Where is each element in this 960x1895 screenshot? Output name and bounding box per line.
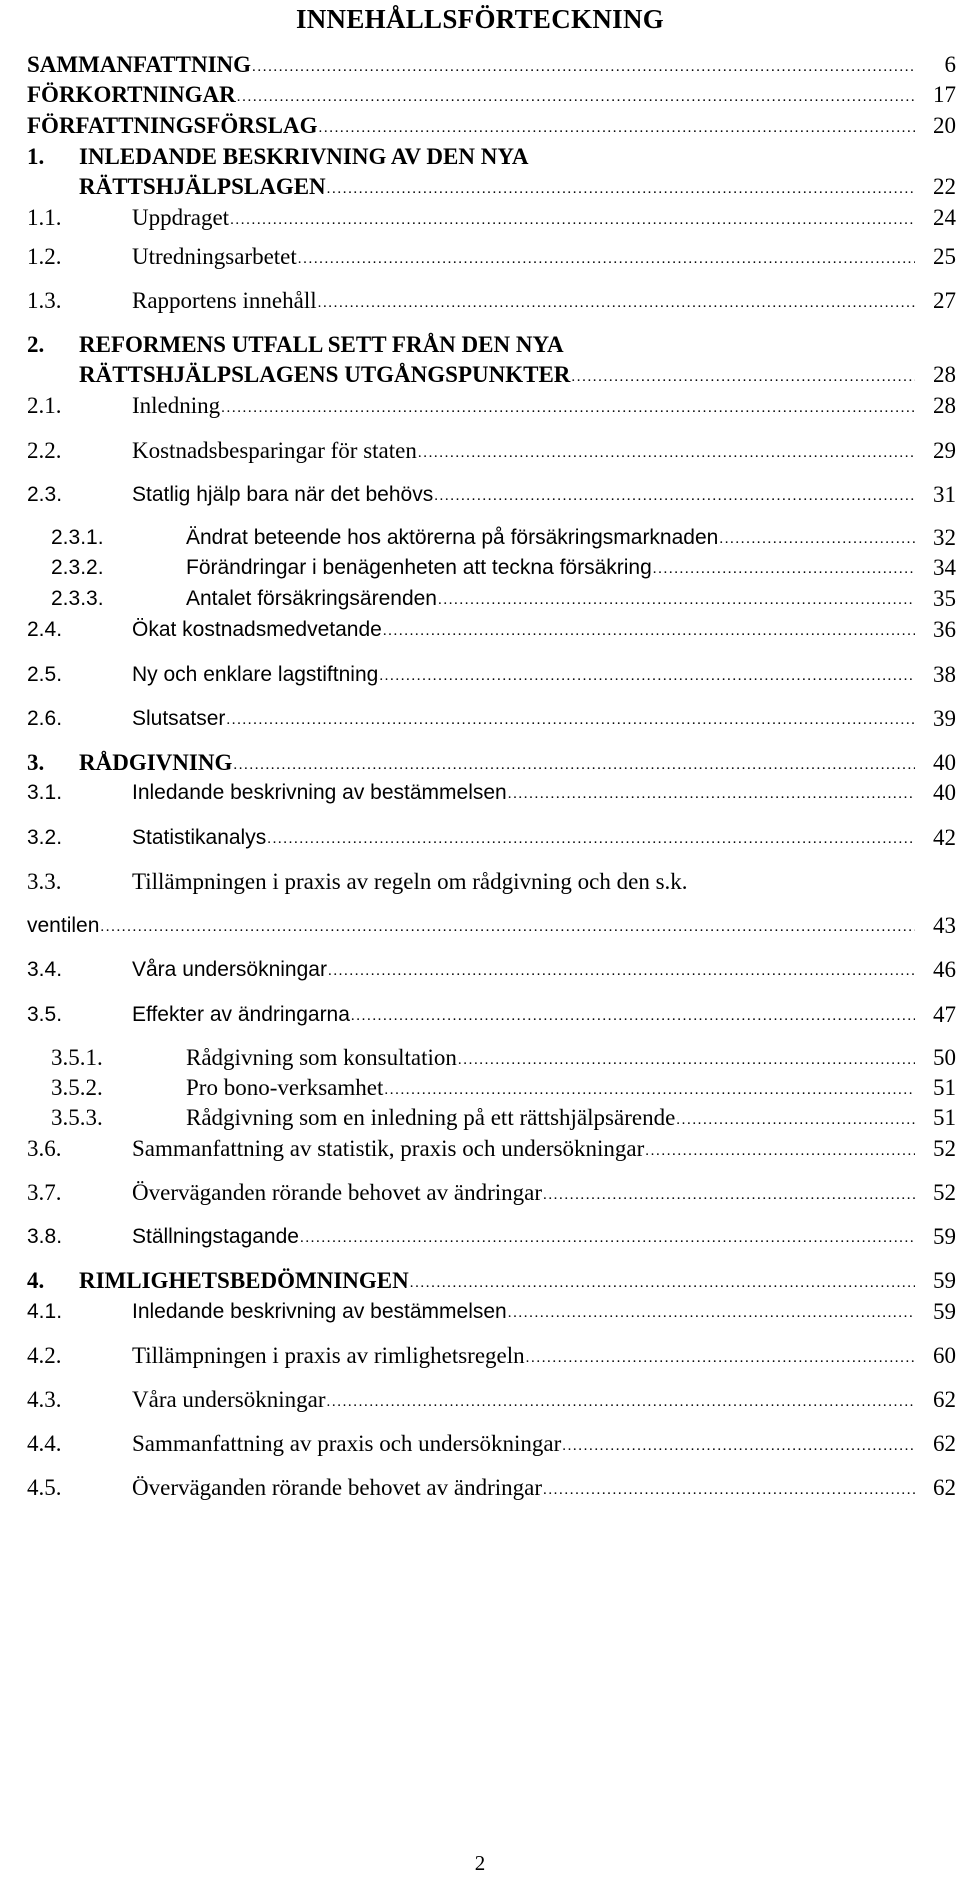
toc-entry-title: Slutsatser	[132, 707, 226, 730]
dot-leader	[379, 659, 915, 693]
toc-entry-number: 2.	[27, 332, 45, 357]
toc-entry[interactable]	[0, 170, 960, 204]
toc-entry-title: Ändrat beteende hos aktörerna på försäkringsmarknaden	[186, 526, 719, 549]
toc-entry-page: 35	[933, 586, 956, 611]
toc-entry-page: 52	[933, 1180, 956, 1205]
toc-entry[interactable]	[0, 48, 960, 82]
toc-entry[interactable]	[0, 478, 960, 512]
toc-entry-title: Våra undersökningar	[132, 1387, 326, 1412]
toc-entry-number: 3.5.	[27, 1003, 63, 1026]
toc-entry-page: 62	[933, 1387, 956, 1412]
toc-entry-title: Utredningsarbetet	[132, 244, 297, 269]
toc-entry-number: 1.3.	[27, 288, 62, 313]
toc-entry-number: 3.5.2.	[51, 1075, 103, 1100]
toc-entry[interactable]	[0, 1295, 960, 1329]
dot-leader	[230, 203, 915, 237]
toc-entry-title: Ökat kostnadsmedvetande	[132, 618, 382, 641]
toc-entry-page: 22	[933, 174, 956, 199]
toc-entry-page: 51	[933, 1105, 956, 1130]
dot-leader	[327, 1385, 915, 1419]
toc-entry-page: 34	[933, 555, 956, 580]
toc-entry-page: 20	[933, 113, 956, 138]
toc-entry-page: 31	[933, 482, 956, 507]
toc-entry[interactable]	[0, 1339, 960, 1373]
toc-entry-number: 4.	[27, 1268, 45, 1293]
toc-entry-page: 38	[933, 662, 956, 687]
toc-entry[interactable]	[0, 521, 960, 555]
toc-entry-title: Ställningstagande	[132, 1225, 299, 1248]
dot-leader	[508, 777, 915, 811]
toc-entry[interactable]	[0, 1427, 960, 1461]
dot-leader	[543, 1178, 915, 1212]
toc-entry-number: 3.5.3.	[51, 1105, 103, 1130]
dot-leader	[653, 552, 915, 586]
dot-leader	[300, 1221, 915, 1255]
dot-leader	[100, 910, 915, 944]
toc-entry-page: 47	[933, 1002, 956, 1027]
toc-entry[interactable]	[0, 998, 960, 1032]
toc-entry[interactable]	[0, 78, 960, 112]
toc-entry-page: 29	[933, 438, 956, 463]
toc-entry[interactable]	[0, 201, 960, 235]
dot-leader	[221, 391, 915, 425]
toc-entry[interactable]	[0, 1264, 960, 1298]
dot-leader	[298, 242, 915, 276]
dot-leader	[267, 822, 915, 856]
dot-leader	[645, 1134, 915, 1168]
toc-entry-number: 3.6.	[27, 1136, 62, 1161]
toc-entry[interactable]	[0, 1132, 960, 1166]
dot-leader	[318, 286, 915, 320]
toc-entry-title: Inledning	[132, 393, 221, 418]
toc-entry-title: Våra undersökningar	[132, 958, 327, 981]
toc-entry-number: 1.2.	[27, 244, 62, 269]
toc-entry-number: 2.3.1.	[51, 526, 104, 549]
toc-entry-title: Tillämpningen i praxis av rimlighetsregeln	[132, 1343, 525, 1368]
toc-entry-number: 1.1.	[27, 205, 62, 230]
toc-entry[interactable]	[0, 909, 960, 943]
toc-entry-title: Tillämpningen i praxis av regeln om rådgivning och den s.k.	[132, 869, 688, 894]
toc-entry-page: 46	[933, 957, 956, 982]
toc-entry-page: 42	[933, 825, 956, 850]
toc-entry[interactable]	[0, 1101, 960, 1135]
toc-entry-page: 43	[933, 913, 956, 938]
toc-entry-title: REFORMENS UTFALL SETT FRÅN DEN NYA	[79, 332, 564, 357]
page-number: 2	[474, 1851, 486, 1875]
toc-entry-title: Kostnadsbesparingar för staten	[132, 438, 417, 463]
toc-entry[interactable]	[0, 389, 960, 423]
toc-entry-title: Överväganden rörande behovet av ändringar	[132, 1180, 542, 1205]
toc-entry-title: Statistikanalys	[132, 826, 267, 849]
toc-entry-number: 2.2.	[27, 438, 62, 463]
toc-entry-number: 3.5.1.	[51, 1045, 103, 1070]
toc-entry[interactable]	[0, 953, 960, 987]
toc-entry-number: 2.6.	[27, 707, 63, 730]
dot-leader	[508, 1296, 915, 1330]
toc-entry-page: 17	[933, 82, 956, 107]
toc-entry-page: 59	[933, 1224, 956, 1249]
toc-entry-title: Ny och enklare lagstiftning	[132, 663, 379, 686]
toc-entry[interactable]	[0, 358, 960, 392]
toc-entry-title: RÄTTSHJÄLPSLAGEN	[79, 174, 326, 199]
toc-entry[interactable]	[0, 1176, 960, 1210]
toc-entry-number: 2.3.2.	[51, 556, 104, 579]
toc-entry[interactable]	[0, 140, 960, 174]
toc-entry-title: FÖRFATTNINGSFÖRSLAG	[27, 113, 318, 138]
toc-entry[interactable]	[0, 1383, 960, 1417]
dot-leader	[543, 1473, 915, 1507]
toc-entry-number: 4.5.	[27, 1475, 62, 1500]
toc-entry-title: INLEDANDE BESKRIVNING AV DEN NYA	[79, 144, 529, 169]
toc-entry-number: 3.3.	[27, 869, 62, 894]
toc-entry-title: Antalet försäkringsärenden	[186, 587, 437, 610]
toc-entry-page: 51	[933, 1075, 956, 1100]
toc-entry-page: 50	[933, 1045, 956, 1070]
toc-entry-number: 3.7.	[27, 1180, 62, 1205]
toc-entry[interactable]	[0, 551, 960, 585]
toc-entry[interactable]	[0, 284, 960, 318]
dot-leader	[418, 436, 915, 470]
toc-entry-page: 39	[933, 706, 956, 731]
toc-entry-title: RÅDGIVNING	[79, 750, 233, 775]
toc-entry-number: 2.4.	[27, 618, 63, 641]
toc-entry-page: 59	[933, 1299, 956, 1324]
toc-entry-page: 25	[933, 244, 956, 269]
toc-entry-title: FÖRKORTNINGAR	[27, 82, 236, 107]
toc-entry[interactable]	[0, 1220, 960, 1254]
toc-entry-title: Uppdraget	[132, 205, 230, 230]
toc-entry[interactable]	[0, 613, 960, 647]
toc-entry-number: 2.5.	[27, 663, 63, 686]
toc-entry[interactable]	[0, 776, 960, 810]
dot-leader	[351, 999, 915, 1033]
toc-entry-page: 52	[933, 1136, 956, 1161]
toc-entry[interactable]	[0, 434, 960, 468]
toc-entry-title: Sammanfattning av statistik, praxis och undersökningar	[132, 1136, 645, 1161]
toc-entry-title: Pro bono-verksamhet	[186, 1075, 384, 1100]
toc-entry[interactable]	[0, 702, 960, 736]
toc-entry-number: 4.1.	[27, 1300, 63, 1323]
toc-entry[interactable]	[0, 1071, 960, 1105]
toc-entry-title: SAMMANFATTNING	[27, 52, 252, 77]
toc-entry-title: RÄTTSHJÄLPSLAGENS UTGÅNGSPUNKTER	[79, 362, 571, 387]
toc-entry-number: 4.2.	[27, 1343, 62, 1368]
toc-entry-number: 2.3.3.	[51, 587, 104, 610]
toc-entry[interactable]	[0, 658, 960, 692]
toc-entry[interactable]	[0, 746, 960, 780]
toc-entry-title: RIMLIGHETSBEDÖMNINGEN	[79, 1268, 409, 1293]
toc-entry-number: 3.	[27, 750, 45, 775]
toc-entry-number: 3.4.	[27, 958, 63, 981]
toc-entry[interactable]	[0, 109, 960, 143]
dot-leader	[562, 1429, 915, 1463]
toc-entry-number: 4.4.	[27, 1431, 62, 1456]
dot-leader	[434, 479, 915, 513]
dot-leader	[526, 1341, 915, 1375]
toc-entry-page: 27	[933, 288, 956, 313]
toc-entry-title: Inledande beskrivning av bestämmelsen	[132, 1300, 507, 1323]
toc-entry-number: 2.3.	[27, 483, 63, 506]
toc-entry-number: 3.8.	[27, 1225, 63, 1248]
toc-entry-page: 40	[933, 750, 956, 775]
toc-entry-page: 60	[933, 1343, 956, 1368]
toc-entry-page: 28	[933, 362, 956, 387]
toc-entry-number: 4.3.	[27, 1387, 62, 1412]
toc-entry[interactable]	[0, 240, 960, 274]
toc-entry-title: Statlig hjälp bara när det behövs	[132, 483, 434, 506]
toc-entry-number: 3.1.	[27, 781, 63, 804]
toc-entry-page: 40	[933, 780, 956, 805]
dot-leader	[438, 583, 915, 617]
dot-leader	[328, 954, 915, 988]
toc-entry-number: 3.2.	[27, 826, 63, 849]
toc-entry-title: Rapportens innehåll	[132, 288, 317, 313]
toc-entry-page: 28	[933, 393, 956, 418]
dot-leader	[226, 703, 915, 737]
toc-entry-title: Sammanfattning av praxis och undersökningar	[132, 1431, 562, 1456]
toc-entry-page: 36	[933, 617, 956, 642]
toc-entry[interactable]	[0, 328, 960, 362]
toc-entry-number: 2.1.	[27, 393, 62, 418]
toc-entry[interactable]	[0, 1041, 960, 1075]
toc-entry-title: Rådgivning som en inledning på ett rättshjälpsärende	[186, 1105, 676, 1130]
toc-entry[interactable]	[0, 582, 960, 616]
toc-entry-title: Rådgivning som konsultation	[186, 1045, 457, 1070]
toc-entry-title: ventilen	[27, 914, 100, 937]
toc-entry-page: 6	[944, 52, 956, 77]
toc-entry-title: Förändringar i benägenheten att teckna försäkring	[186, 556, 652, 579]
toc-entry-page: 59	[933, 1268, 956, 1293]
toc-entry[interactable]	[0, 1471, 960, 1505]
toc-entry-number: 1.	[27, 144, 45, 169]
dot-leader	[383, 614, 915, 648]
toc-entry-page: 62	[933, 1475, 956, 1500]
toc-entry-page: 32	[933, 525, 956, 550]
toc-entry-title: Överväganden rörande behovet av ändringar	[132, 1475, 542, 1500]
toc-entry[interactable]	[0, 865, 960, 899]
toc-entry-title: Effekter av ändringarna	[132, 1003, 350, 1026]
document-title: INNEHÅLLSFÖRTECKNING	[295, 4, 665, 34]
toc-entry-page: 24	[933, 205, 956, 230]
toc-entry-page: 62	[933, 1431, 956, 1456]
toc-entry[interactable]	[0, 821, 960, 855]
toc-entry-title: Inledande beskrivning av bestämmelsen	[132, 781, 507, 804]
